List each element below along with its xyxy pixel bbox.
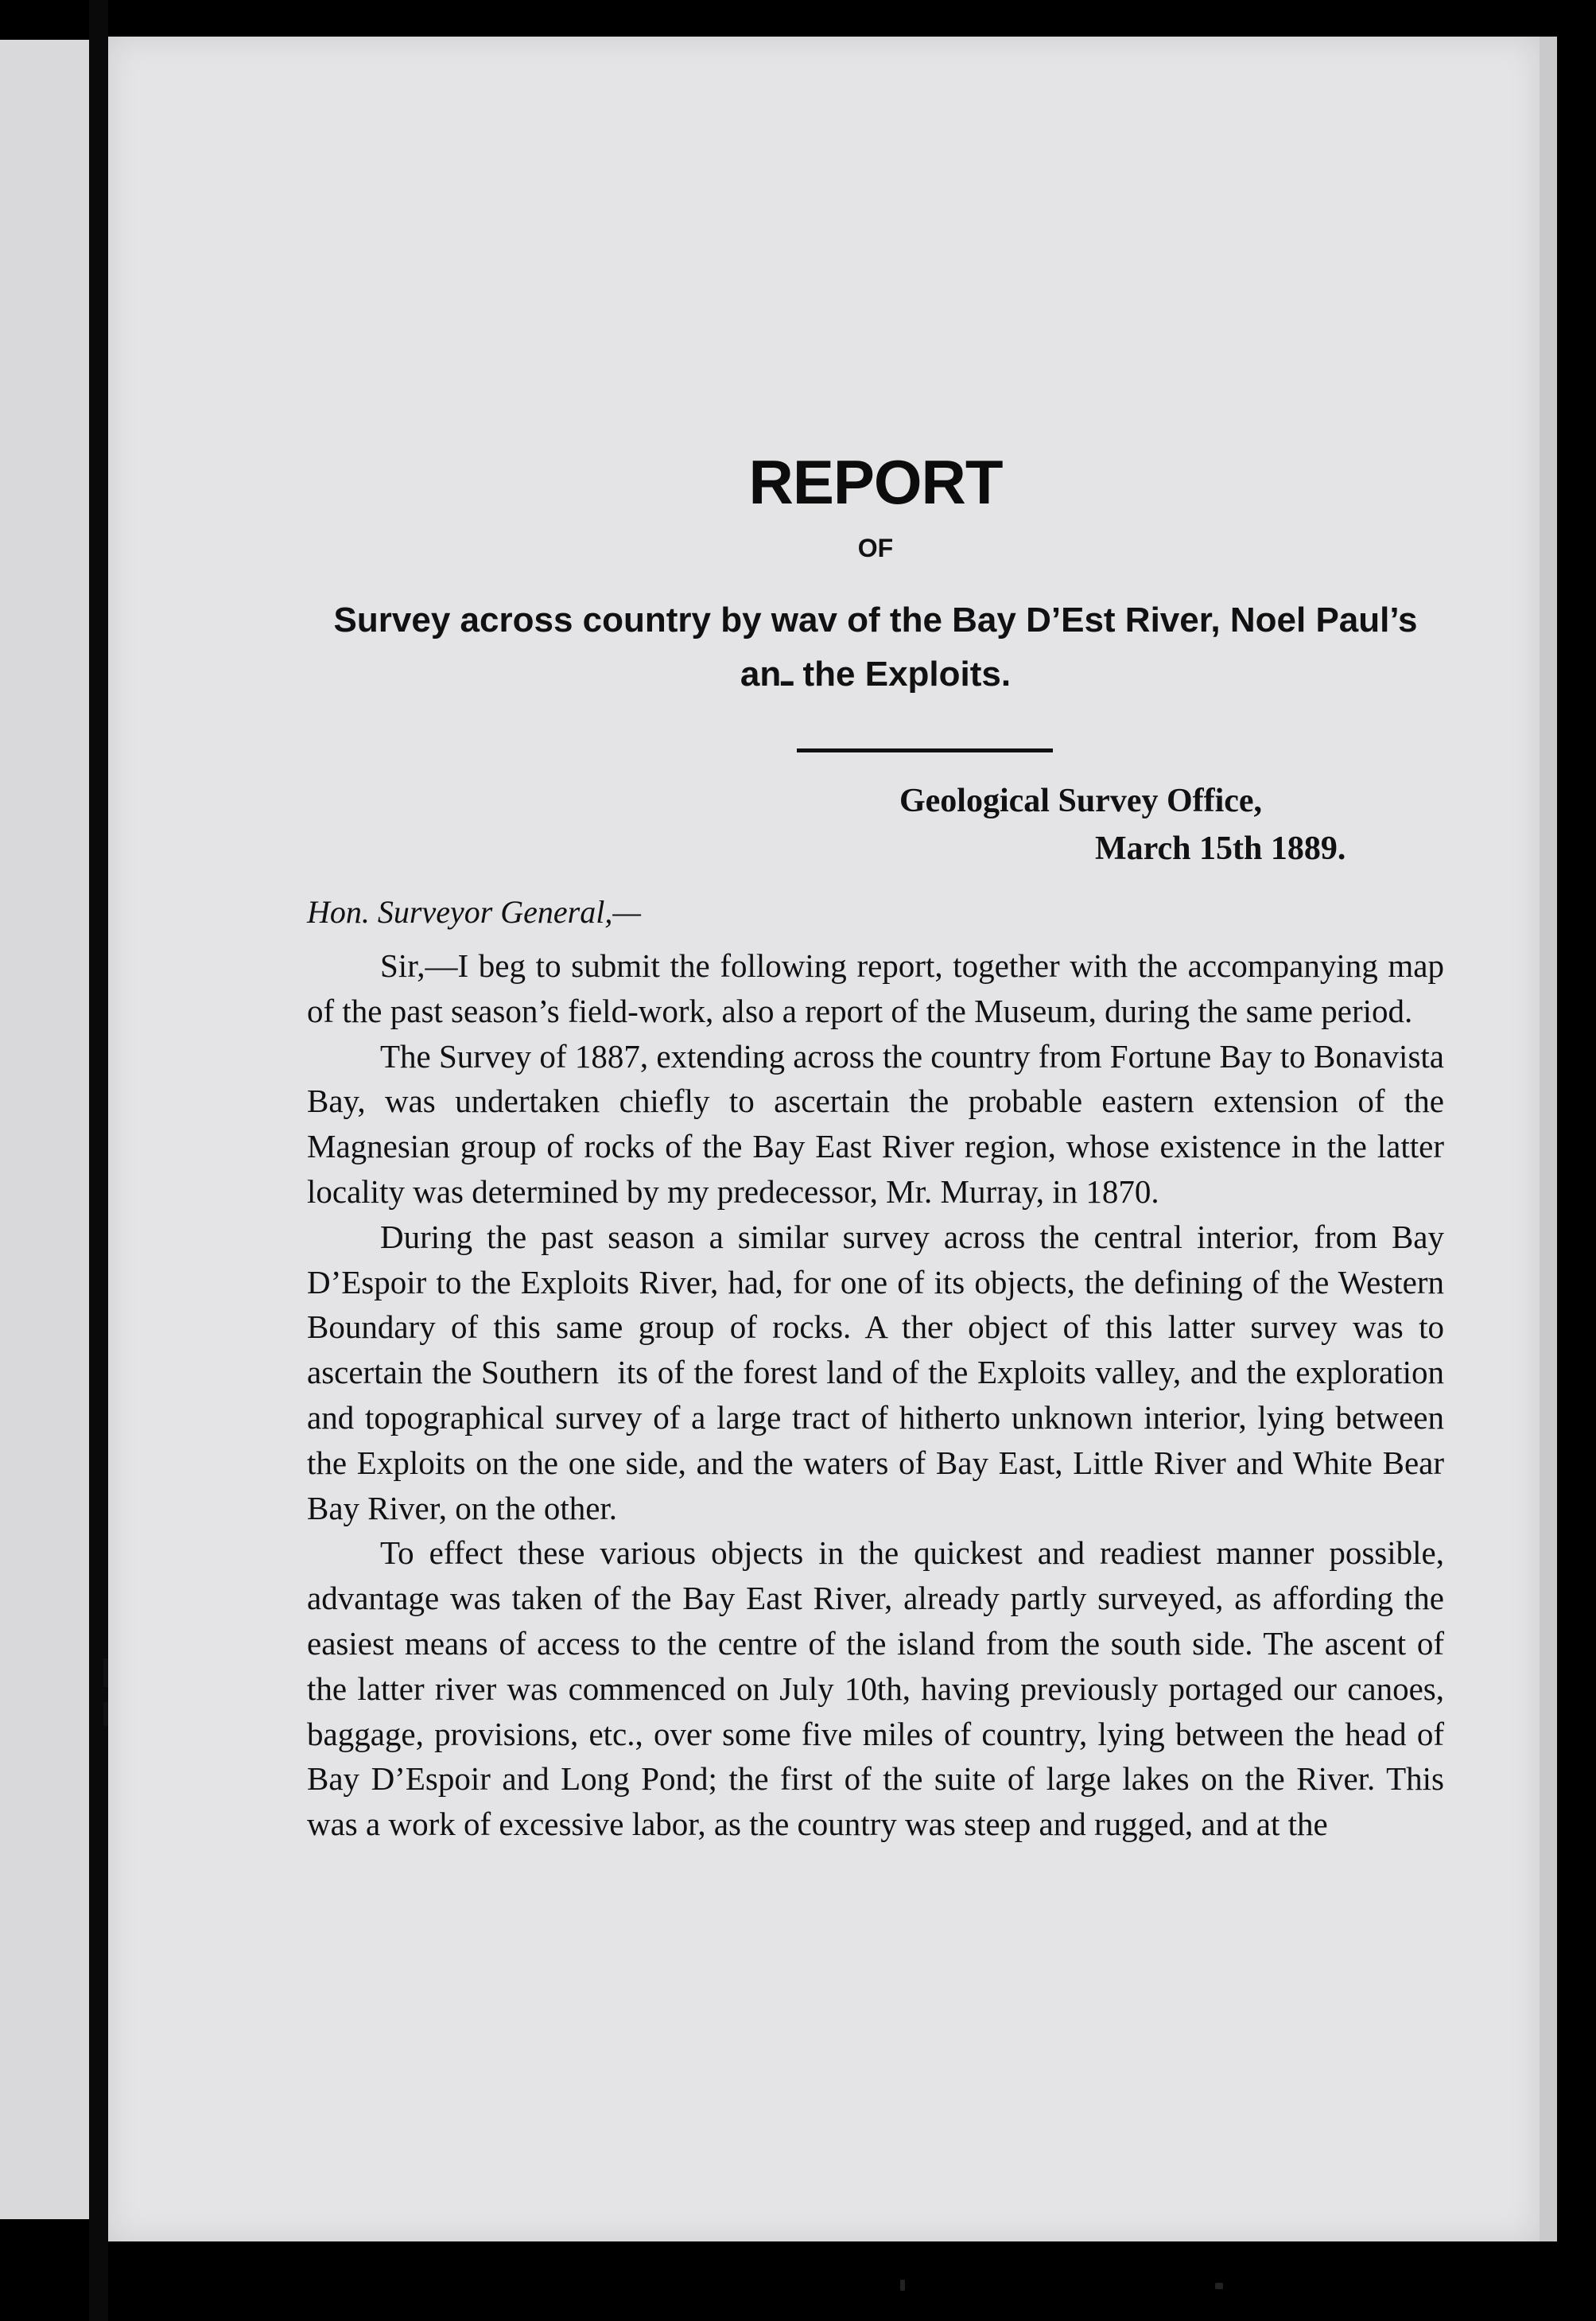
- scan-speck: [1215, 2283, 1223, 2289]
- date-line: March 15th 1889.: [1095, 830, 1346, 867]
- title-of: OF: [857, 534, 894, 562]
- scan-speck: [900, 2280, 905, 2291]
- paragraph: During the past season a similar survey across the central interior, from Bay D’Espoir to the Exploits River, had, for one of its objects, the defining of the Western Boundary of this same group of rocks. A‍ ‍ther object of this latter survey was to ascertain the Southern ‍ ‍its of the forest land of the Exploits valley, and the exploration and topographical survey of a large tract of hitherto unknown interior, lying between the Exploits on the one side, and the waters of Bay East, Little River and White Bear Bay River, on the other.: [307, 1218, 1444, 1526]
- office-line: Geological Survey Office,: [899, 783, 1263, 819]
- paragraph: To effect these various objects in the quickest and readiest manner possible, advantage was taken of the Bay East River, already partly surveyed, as affording the easiest means of access to the centre of the island from the south side. The ascent of the latter river was commenced on July 10th, having previously portaged our canoes, baggage, provisions, etc., over some five miles of country, lying between the head of Bay D’Espoir and Long Pond; the first of the suite of large lakes on the River. This was a work of excessive labor, as the country was steep and rugged, and at the: [307, 1534, 1444, 1843]
- title-divider: [797, 748, 1053, 752]
- paragraph: Sir,—I beg to submit the following report, together with the accompanying map of the past season’s field-work, also a report of the Museum, during the same period.: [307, 947, 1444, 1029]
- report-body: [307, 943, 1444, 1847]
- document-page: [108, 37, 1540, 2241]
- page-title: REPORT: [748, 447, 1003, 517]
- salutation: Hon. Surveyor General,—: [307, 894, 641, 930]
- gutter-shadow: [89, 0, 108, 2321]
- paragraph: The Survey of 1887, extending across the country from Fortune Bay to Bonavista Bay, was undertaken chiefly to ascertain the probable eastern extension of the Magnesian group of rocks of the Bay East River region, whose existence in the latter locality was determined by my predecessor, Mr. Murray, in 1870.: [307, 1037, 1444, 1210]
- page-subtitle: Survey across country by wav of the Bay D’Est River, Noel Paul’s anـ the Exploits.: [333, 601, 1418, 694]
- page-right-edge: [1540, 37, 1557, 2241]
- facing-page-edge: [0, 40, 89, 2219]
